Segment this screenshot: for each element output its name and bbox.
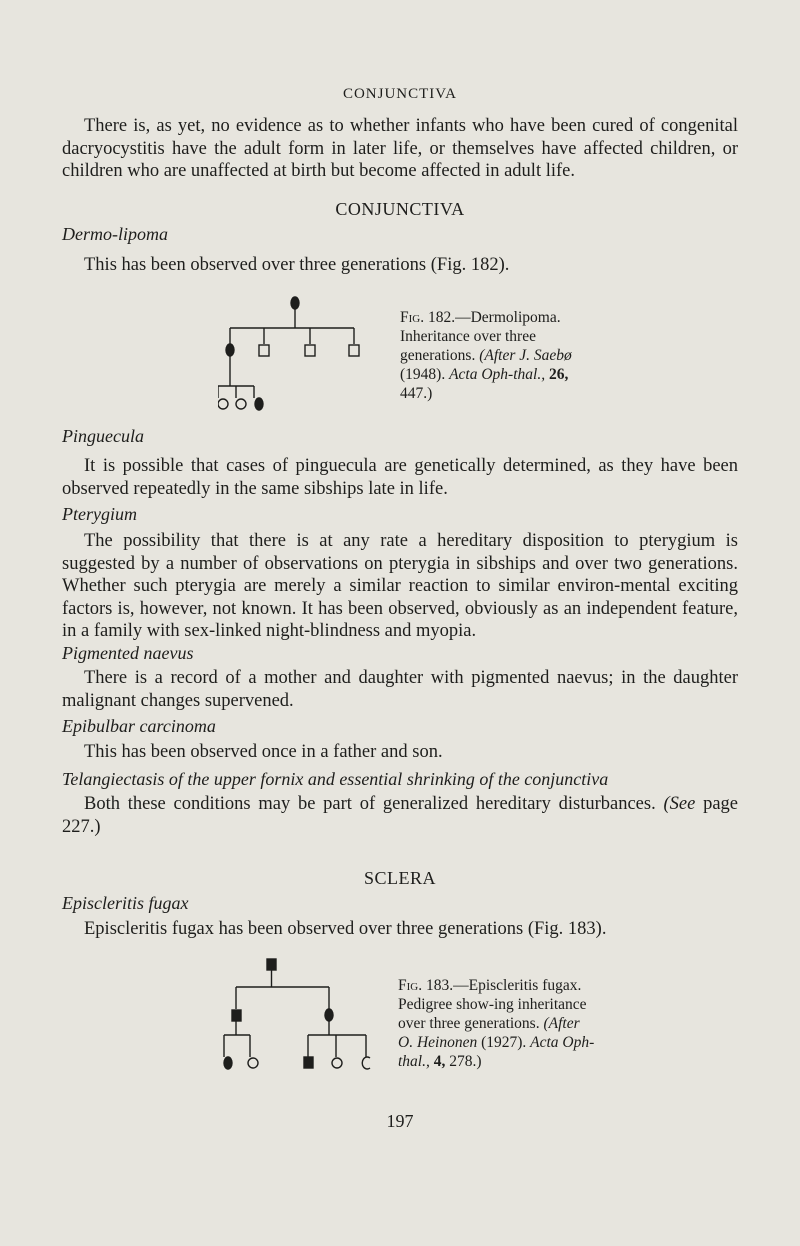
section-heading-sclera: SCLERA <box>363 868 436 888</box>
pedigree-affected-female-gen1 <box>291 297 299 309</box>
pedigree-female-gen3-b <box>236 399 246 409</box>
caption-183-year: (1927). <box>481 1034 527 1051</box>
pedigree-183-affected-male-gen3 <box>304 1057 313 1068</box>
telangiectasis-block <box>62 793 738 838</box>
pedigree-183-female-gen3-a <box>248 1058 258 1068</box>
pedigree-male-gen2-c <box>349 345 359 356</box>
heading-pterygium: Pterygium <box>62 504 137 524</box>
heading-pinguecula: Pinguecula <box>62 426 144 446</box>
pedigree-male-gen2-a <box>259 345 269 356</box>
caption-182-year: (1948). <box>400 366 446 383</box>
naevus-block <box>62 667 738 712</box>
caption-183-num: 183. <box>425 977 454 994</box>
pterygium-block <box>62 530 738 643</box>
pedigree-183-affected-female-gen3 <box>224 1057 232 1069</box>
caption-183-text: —Episcleritis fugax. Pedigree show-ing inheritance over three generations. <box>398 977 587 1032</box>
episcleritis-block <box>62 918 738 941</box>
telangiectasis-text: Both these conditions may be part of generalized hereditary disturbances. <box>84 794 656 814</box>
carcinoma-text: This has been observed once in a father and son. <box>84 742 443 762</box>
dermolipoma-text: This has been observed over three generations (Fig. 182). <box>84 255 510 275</box>
page-number: 197 <box>386 1111 414 1131</box>
telangiectasis-see: (See <box>663 794 696 814</box>
heading-epibulbar-carcinoma: Epibulbar carcinoma <box>62 716 216 736</box>
pedigree-affected-female-gen2 <box>226 344 234 356</box>
pedigree-183-affected-male-gen1 <box>267 959 276 970</box>
caption-182-text: —Dermolipoma. Inheritance over three generations. <box>400 309 561 364</box>
caption-182-after: (After J. Saebø <box>479 347 572 364</box>
intro-paragraph-block <box>62 115 738 183</box>
carcinoma-block <box>62 741 738 764</box>
caption-182-journal: Acta Oph-thal., <box>449 366 546 383</box>
pedigree-183-affected-male-gen2 <box>232 1010 241 1021</box>
section-heading-conjunctiva: CONJUNCTIVA <box>335 199 465 219</box>
pedigree-female-gen3-a <box>218 399 228 409</box>
pedigree-183-partial-female-gen3 <box>362 1057 370 1069</box>
pedigree-affected-gen3 <box>255 398 263 410</box>
pedigree-male-gen2-b <box>305 345 315 356</box>
pedigree-fig-182 <box>218 286 368 416</box>
caption-182-vol: 26, <box>548 366 569 383</box>
caption-183-page: 278.) <box>449 1053 482 1070</box>
caption-183-label: Fig. <box>398 977 423 994</box>
naevus-text: There is a record of a mother and daughter with pigmented naevus; in the daughter malignant changes supervened. <box>62 668 738 711</box>
heading-pigmented-naevus: Pigmented naevus <box>62 643 194 663</box>
caption-fig-182 <box>400 308 600 403</box>
pedigree-183-female-gen3-b <box>332 1058 342 1068</box>
episcleritis-text: Episcleritis fugax has been observed over three generations (Fig. 183). <box>84 919 607 939</box>
caption-183-after: (After O. Heinonen <box>398 1015 580 1051</box>
pedigree-fig-183 <box>222 953 372 1073</box>
pinguecula-text: It is possible that cases of pinguecula are genetically determined, as they have been observed repeatedly in the same sibships late in life. <box>62 456 738 499</box>
telangiectasis-page-ref: page 227.) <box>62 794 739 837</box>
caption-182-label: Fig. <box>400 309 425 326</box>
running-header: CONJUNCTIVA <box>342 86 458 102</box>
telangiectasis-paragraph <box>62 793 738 838</box>
intro-paragraph: There is, as yet, no evidence as to whether infants who have been cured of congenital dacryocystitis have the adult form in later life, or themselves have affected children, or children who are unaffected at birth but become affected in adult life. <box>62 116 738 181</box>
caption-fig-183 <box>398 976 596 1071</box>
caption-182-num: 182. <box>427 309 456 326</box>
pedigree-183-affected-female-gen2 <box>325 1009 333 1021</box>
pinguecula-block <box>62 455 738 500</box>
heading-dermolipoma: Dermo-lipoma <box>62 224 168 244</box>
heading-telangiectasis: Telangiectasis of the upper fornix and essential shrinking of the conjunctiva <box>62 769 609 789</box>
caption-183-journal: Acta Oph-thal., <box>398 1034 595 1070</box>
caption-182-page: 447.) <box>400 385 433 402</box>
dermolipoma-block <box>62 254 738 277</box>
pterygium-text: The possibility that there is at any rate a hereditary disposition to pterygium is suggested by a number of observations on pterygia in sibships and over two generations. Whether such pterygia are merely a similar reaction to similar environ-mental exciting factors is, however, not known. It has been observed, obviously as an independent feature, in a family with sex-linked night-blindness and myopia. <box>62 531 738 641</box>
caption-183-vol: 4, <box>433 1053 446 1070</box>
heading-episcleritis-fugax: Episcleritis fugax <box>62 893 189 913</box>
